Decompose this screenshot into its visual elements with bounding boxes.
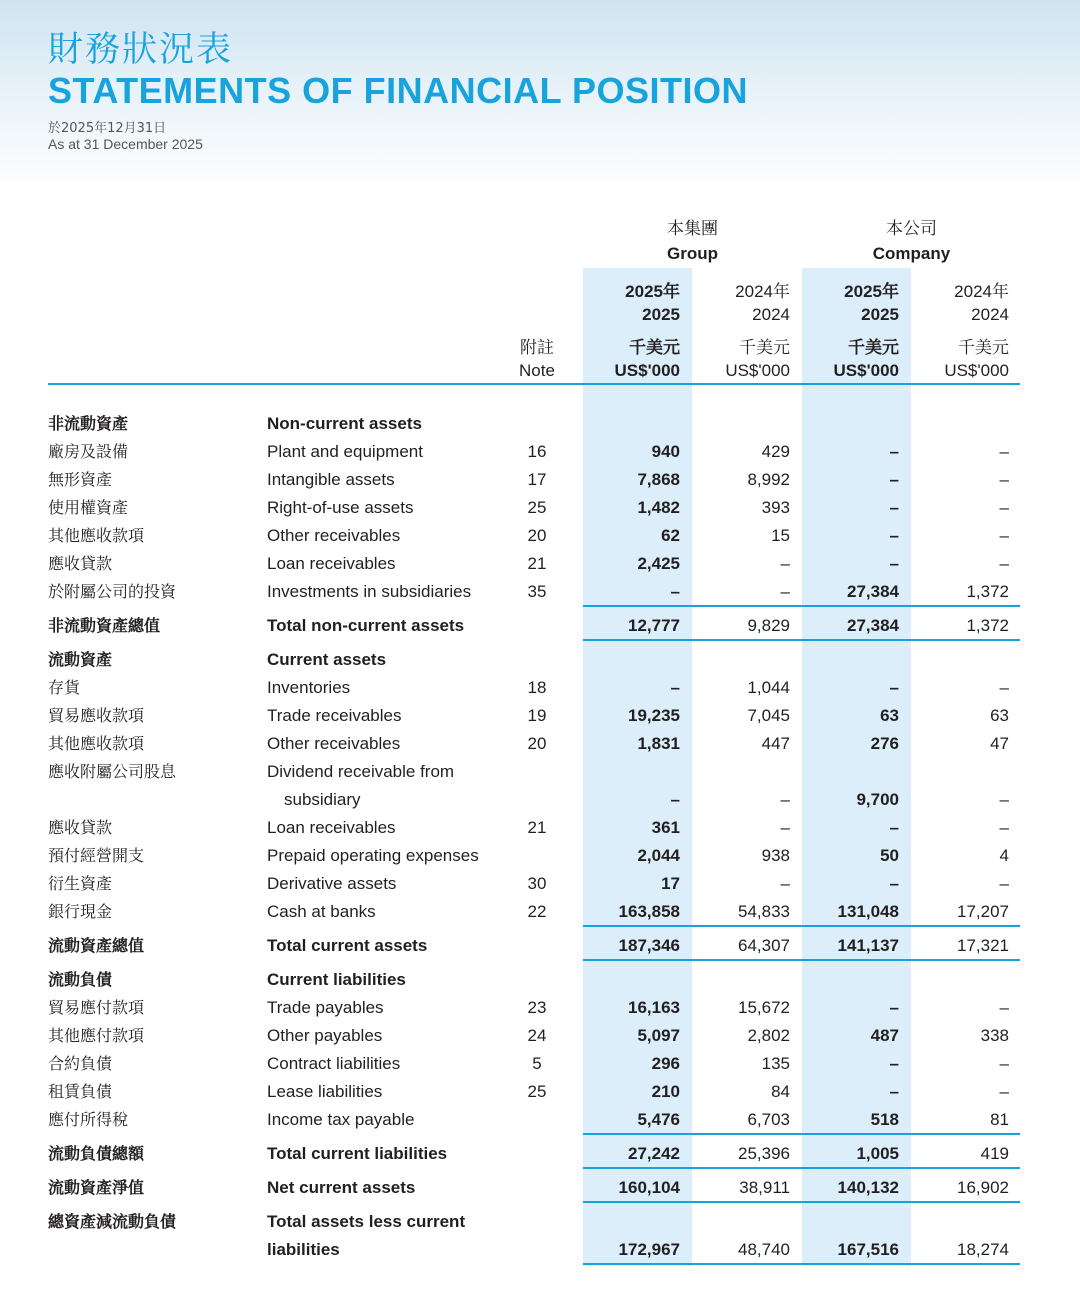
date-en: As at 31 December 2025 [48,136,203,152]
cell-c25: 131,048 [837,902,899,921]
cell-zh: 流動負債總額 [48,1144,145,1163]
g25-year: 2025 [642,305,680,324]
cell-g24: 48,740 [738,1240,790,1259]
cell-en: Other receivables [267,734,401,753]
cell-c25: – [889,526,899,545]
cell-g24: 447 [761,734,790,753]
cell-en: Other receivables [267,526,401,545]
cell-c25: – [889,442,899,461]
cell-g25: 361 [651,818,680,837]
cell-en: Trade payables [267,998,384,1017]
cell-g24: 6,703 [747,1110,790,1129]
cell-en: Inventories [267,678,351,697]
cell-c25: – [889,818,899,837]
cell-c25: – [889,1054,899,1073]
table-row [0,649,1080,677]
page-title-zh: 財務狀況表 [48,30,234,70]
cell-c24: 4 [999,846,1009,865]
cell-note: 23 [527,998,547,1017]
cell-g25: 1,831 [637,734,680,753]
cell-en: Total current liabilities [267,1144,448,1163]
cell-note: 20 [527,734,547,753]
table-row [0,1053,1080,1081]
g24-unit-zh: 千美元 [739,338,790,357]
cell-zh: 其他應付款項 [48,1026,145,1045]
cell-g25: – [670,582,680,601]
cell-c24: 18,274 [957,1240,1009,1259]
cell-g25: 1,482 [637,498,680,517]
cell-c24: – [999,678,1009,697]
cell-g24: 429 [761,442,790,461]
cell-zh: 衍生資產 [48,874,113,893]
cell-c25: 276 [870,734,899,753]
cell-c25: – [889,470,899,489]
table-row [0,845,1080,873]
cell-c25: 487 [870,1026,899,1045]
cell-note: 25 [527,1082,547,1101]
cell-g24: 1,044 [747,678,790,697]
table-row [0,1081,1080,1109]
subtotal-rule [583,1263,1020,1265]
table-row [0,817,1080,845]
cell-zh: 預付經營開支 [48,846,145,865]
cell-c24: – [999,470,1009,489]
g25-unit-zh: 千美元 [629,338,680,357]
cell-g25: 5,097 [637,1026,680,1045]
cell-g25: – [670,678,680,697]
cell-c24: 63 [990,706,1009,725]
cell-en: Non-current assets [267,414,422,433]
header-rule [48,383,1020,385]
cell-note: 20 [527,526,547,545]
table-row [0,553,1080,581]
cell-zh: 其他應收款項 [48,526,145,545]
cell-zh: 總資產減流動負債 [48,1212,177,1231]
cell-g24: 2,802 [747,1026,790,1045]
cell-zh: 應收貸款 [48,554,113,573]
cell-zh: 流動資產總值 [48,936,145,955]
note-heading-en: Note [519,361,555,380]
cell-c24: – [999,1054,1009,1073]
cell-en: Contract liabilities [267,1054,401,1073]
cell-en: Dividend receivable from [267,762,455,781]
cell-note: 22 [527,902,547,921]
cell-zh: 應收附屬公司股息 [48,762,177,781]
cell-c25: – [889,1082,899,1101]
table-row [0,413,1080,441]
cell-c25: 518 [870,1110,899,1129]
cell-g25: 16,163 [628,998,680,1017]
cell-c24: – [999,1082,1009,1101]
cell-en: Total current assets [267,936,428,955]
cell-c25: – [889,554,899,573]
date-zh: 於2025年12月31日 [48,121,167,136]
cell-g25: 163,858 [618,902,680,921]
cell-note: 5 [532,1054,542,1073]
cell-g24: 9,829 [747,616,790,635]
cell-c24: – [999,790,1009,809]
subtotal-rule [583,1133,1020,1135]
cell-g25: 5,476 [637,1110,680,1129]
cell-zh: 合約負債 [48,1054,113,1073]
g25-unit-en: US$'000 [614,361,680,380]
cell-g25: 296 [651,1054,680,1073]
cell-zh: 流動負債 [48,970,113,989]
cell-c24: 1,372 [966,616,1009,635]
cell-g25: – [670,790,680,809]
cell-en: Other payables [267,1026,383,1045]
table-row [0,1025,1080,1053]
cell-zh: 無形資產 [48,470,113,489]
cell-g24: 54,833 [738,902,790,921]
cell-en: Loan receivables [267,818,396,837]
cell-en: liabilities [267,1240,340,1259]
page-title-en: STATEMENTS OF FINANCIAL POSITION [48,70,748,111]
cell-en: Prepaid operating expenses [267,846,479,865]
cell-zh: 流動資產 [48,650,113,669]
cell-note: 25 [527,498,547,517]
cell-note: 18 [527,678,547,697]
cell-g24: 84 [771,1082,790,1101]
cell-g25: 17 [661,874,680,893]
cell-g25: 210 [651,1082,680,1101]
table-row [0,497,1080,525]
table-row [0,469,1080,497]
cell-g25: 12,777 [628,616,680,635]
cell-g24: 38,911 [739,1178,790,1197]
cell-zh: 存貨 [48,678,81,697]
cell-c24: – [999,498,1009,517]
company-heading-zh: 本公司 [886,219,937,239]
cell-c25: – [889,498,899,517]
cell-c25: 63 [880,706,899,725]
cell-c24: 17,207 [957,902,1009,921]
c24-unit-zh: 千美元 [958,338,1009,357]
cell-c24: 81 [990,1110,1009,1129]
cell-zh: 使用權資產 [48,498,129,517]
cell-g24: 15 [771,526,790,545]
cell-g24: – [780,874,790,893]
cell-note: 19 [527,706,547,725]
cell-g25: 62 [661,526,680,545]
cell-g25: 19,235 [628,706,680,725]
cell-c25: 1,005 [856,1144,899,1163]
cell-en: Net current assets [267,1178,416,1197]
subtotal-rule [583,1167,1020,1169]
cell-zh: 應付所得稅 [48,1110,129,1129]
cell-g25: 27,242 [628,1144,680,1163]
table-row [0,789,1080,817]
cell-c24: 1,372 [966,582,1009,601]
table-row [0,733,1080,761]
cell-c25: – [889,998,899,1017]
table-row [0,873,1080,901]
cell-zh: 貿易應收款項 [48,706,145,725]
cell-zh: 其他應收款項 [48,734,145,753]
cell-en: Loan receivables [267,554,396,573]
cell-c24: 47 [990,734,1009,753]
cell-en: Total assets less current [267,1212,466,1231]
cell-g24: – [780,818,790,837]
cell-zh: 非流動資產 [48,414,129,433]
cell-c24: – [999,818,1009,837]
cell-en: subsidiary [284,790,361,809]
cell-zh: 租賃負債 [48,1082,113,1101]
cell-c24: 419 [980,1144,1009,1163]
cell-note: 30 [527,874,547,893]
cell-g24: 15,672 [738,998,790,1017]
cell-c24: 338 [980,1026,1009,1045]
c24-year-zh: 2024年 [954,282,1009,301]
cell-g24: 393 [761,498,790,517]
cell-c25: 27,384 [847,582,899,601]
table-row [0,525,1080,553]
cell-g24: 8,992 [747,470,790,489]
c25-unit-en: US$'000 [833,361,899,380]
c25-unit-zh: 千美元 [848,338,899,357]
cell-c24: – [999,526,1009,545]
cell-en: Derivative assets [267,874,397,893]
cell-g24: 25,396 [738,1144,790,1163]
cell-c24: – [999,442,1009,461]
cell-en: Current assets [267,650,387,669]
group-heading-zh: 本集團 [667,219,718,239]
cell-zh: 銀行現金 [48,902,113,921]
cell-note: 21 [527,818,547,837]
cell-en: Income tax payable [267,1110,415,1129]
cell-c25: 27,384 [847,616,899,635]
table-row [0,1211,1080,1239]
cell-c24: 17,321 [957,936,1009,955]
cell-c25: 140,132 [837,1178,899,1197]
cell-c24: – [999,554,1009,573]
company-heading-en: Company [872,244,951,263]
cell-zh: 於附屬公司的投資 [48,582,177,601]
cell-en: Intangible assets [267,470,395,489]
cell-g25: 2,044 [637,846,680,865]
cell-c25: 141,137 [837,936,899,955]
cell-c24: – [999,874,1009,893]
cell-zh: 貿易應付款項 [48,998,145,1017]
cell-g24: – [780,554,790,573]
group-heading-en: Group [667,244,718,263]
cell-g25: 940 [651,442,680,461]
cell-en: Total non-current assets [267,616,465,635]
cell-g24: 135 [761,1054,790,1073]
cell-note: 17 [527,470,547,489]
c25-year-zh: 2025年 [844,282,899,301]
table-row [0,677,1080,705]
cell-en: Investments in subsidiaries [267,582,472,601]
subtotal-rule [583,1201,1020,1203]
cell-en: Right-of-use assets [267,498,414,517]
cell-note: 21 [527,554,547,573]
cell-g24: – [780,790,790,809]
subtotal-rule [583,605,1020,607]
table-row [0,705,1080,733]
cell-g24: 938 [761,846,790,865]
cell-zh: 流動資產淨值 [48,1178,145,1197]
cell-g24: 64,307 [738,936,790,955]
cell-zh: 廠房及設備 [48,442,129,461]
cell-en: Trade receivables [267,706,402,725]
c24-unit-en: US$'000 [944,361,1009,380]
cell-g25: 2,425 [637,554,680,573]
cell-g25: 172,967 [618,1240,680,1259]
note-heading-zh: 附註 [520,338,554,358]
cell-c25: 167,516 [837,1240,899,1259]
cell-c25: 9,700 [856,790,899,809]
cell-g24: – [780,582,790,601]
cell-g24: 7,045 [747,706,790,725]
cell-en: Lease liabilities [267,1082,383,1101]
cell-note: 35 [527,582,547,601]
g24-year-zh: 2024年 [735,282,790,301]
cell-c25: – [889,678,899,697]
table-row [0,969,1080,997]
cell-note: 24 [527,1026,547,1045]
c25-year: 2025 [861,305,899,324]
cell-c25: – [889,874,899,893]
cell-note: 16 [527,442,547,461]
cell-zh: 應收貸款 [48,818,113,837]
cell-en: Current liabilities [267,970,406,989]
g25-year-zh: 2025年 [625,282,680,301]
cell-en: Plant and equipment [267,442,423,461]
c24-year: 2024 [971,305,1009,324]
table-row [0,997,1080,1025]
table-row [0,441,1080,469]
g24-year: 2024 [752,305,790,324]
cell-c25: 50 [880,846,899,865]
cell-g25: 187,346 [618,936,680,955]
cell-c24: – [999,998,1009,1017]
subtotal-rule [583,959,1020,961]
cell-c24: 16,902 [957,1178,1009,1197]
g24-unit-en: US$'000 [725,361,790,380]
cell-en: Cash at banks [267,902,376,921]
table-row [0,761,1080,789]
subtotal-rule [583,639,1020,641]
subtotal-rule [583,925,1020,927]
cell-zh: 非流動資產總值 [48,616,161,635]
cell-g25: 160,104 [618,1178,680,1197]
cell-g25: 7,868 [637,470,680,489]
